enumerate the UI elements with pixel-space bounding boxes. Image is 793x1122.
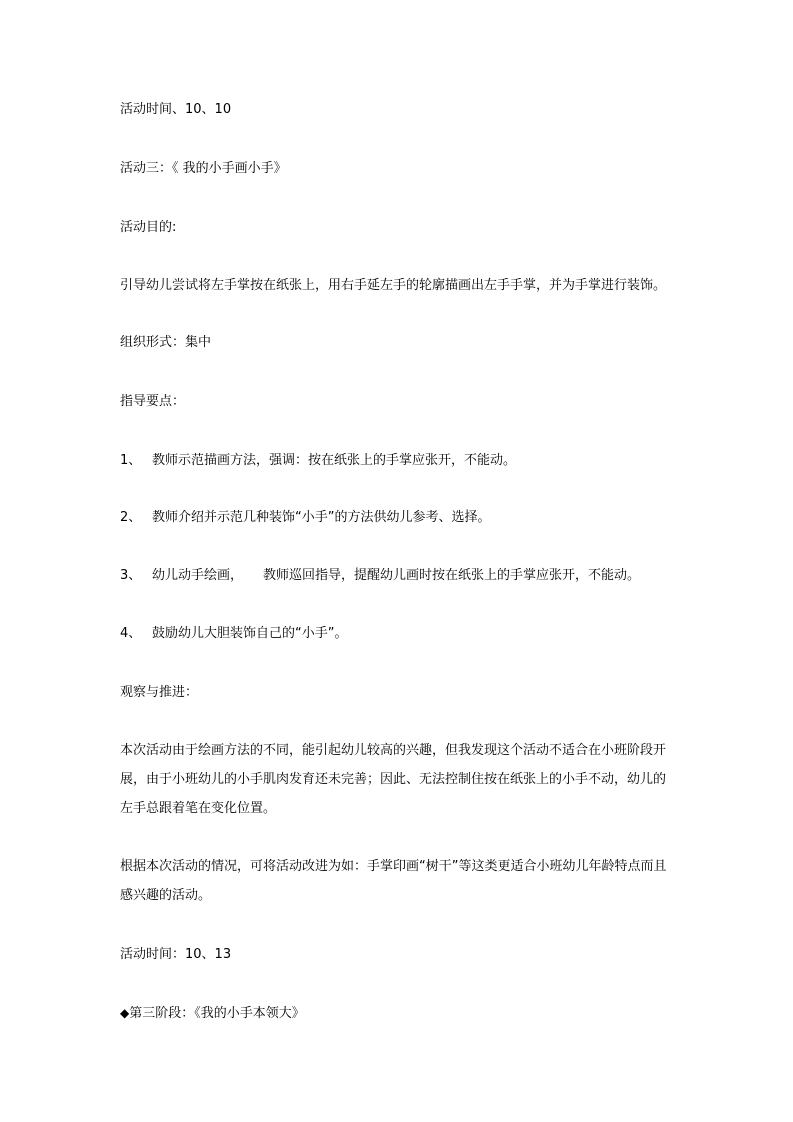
improvement-line-1: 根据本次活动的情况，可将活动改进为如：手掌印画“树干”等这类更适合小班幼儿年龄特点而且 bbox=[120, 859, 667, 874]
guidance-item-4 bbox=[120, 626, 347, 642]
guidance-item-number: 1、 bbox=[120, 453, 142, 468]
diamond-bullet-icon: ◆ bbox=[120, 1006, 130, 1020]
activity-time-1: 活动时间、10、10 bbox=[120, 102, 232, 117]
guidance-item-text: 鼓励幼儿大胆装饰自己的“小手”。 bbox=[152, 626, 348, 641]
observation-label: 观察与推进： bbox=[120, 685, 199, 700]
guidance-item-1 bbox=[120, 453, 516, 469]
goal-text: 引导幼儿尝试将左手掌按在纸张上，用右手延左手的轮廓描画出左手手掌，并为手掌进行装饰。 bbox=[120, 278, 667, 293]
organization-form: 组织形式：集中 bbox=[120, 335, 212, 350]
guidance-item-text-b: 教师巡回指导，提醒幼儿画时按在纸张上的手掌应张开，不能动。 bbox=[263, 568, 641, 583]
guidance-item-text-a: 幼儿动手绘画， bbox=[152, 568, 244, 583]
guidance-item-text: 教师示范描画方法，强调：按在纸张上的手掌应张开，不能动。 bbox=[152, 453, 517, 468]
activity-three-title: 活动三：《 我的小手画小手》 bbox=[120, 161, 287, 176]
observation-line-3: 左手总跟着笔在变化位置。 bbox=[120, 801, 277, 816]
observation-line-2: 展，由于小班幼儿的小手肌肉发育还未完善；因此、无法控制住按在纸张上的小手不动，幼儿的 bbox=[120, 772, 667, 787]
stage-three-title: 第三阶段：《我的小手本领大》 bbox=[129, 1006, 305, 1021]
guidance-item-2 bbox=[120, 510, 490, 526]
guidance-item-number: 3、 bbox=[120, 568, 142, 583]
activity-time-2: 活动时间：10、13 bbox=[120, 947, 232, 962]
guidance-label: 指导要点： bbox=[120, 394, 186, 409]
stage-three-heading bbox=[120, 1005, 305, 1022]
guidance-item-3 bbox=[120, 568, 640, 584]
guidance-item-number: 2、 bbox=[120, 510, 142, 525]
guidance-item-number: 4、 bbox=[120, 626, 142, 641]
observation-line-1: 本次活动由于绘画方法的不同，能引起幼儿较高的兴趣，但我发现这个活动不适合在小班阶段开 bbox=[120, 743, 667, 758]
guidance-item-text: 教师介绍并示范几种装饰“小手”的方法供幼儿参考、选择。 bbox=[152, 510, 491, 525]
improvement-line-2: 感兴趣的活动。 bbox=[120, 888, 212, 903]
goal-label: 活动目的: bbox=[120, 220, 177, 235]
